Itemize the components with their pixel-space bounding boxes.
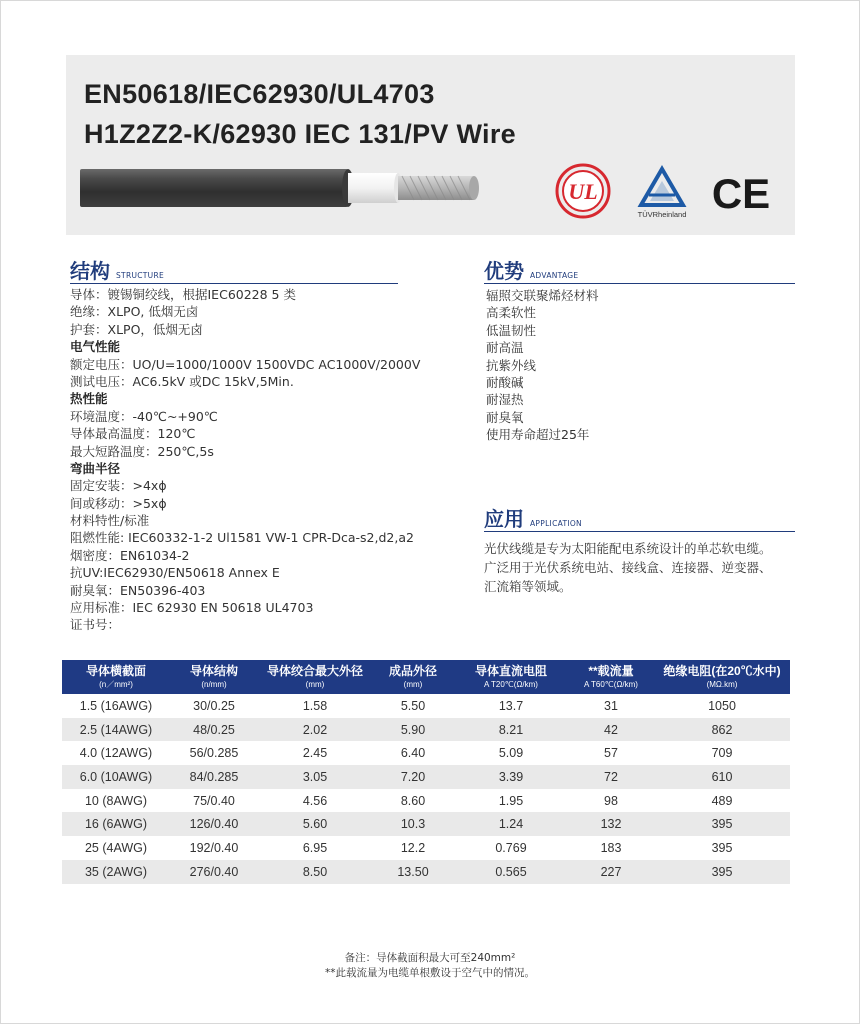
advantage-item: 耐臭氧	[486, 409, 524, 425]
table-header-cell	[170, 660, 258, 694]
table-cell: 6.0 (10AWG)	[62, 765, 170, 789]
advantage-heading-en: ADVANTAGE	[530, 271, 579, 280]
table-cell: 1050	[654, 694, 790, 718]
header-label: 成品外径	[388, 664, 437, 678]
footnote-current-capacity: **此载流量为电缆单根敷设于空气中的情况。	[325, 967, 535, 979]
table-cell: 3.05	[258, 765, 372, 789]
application-line: 光伏线缆是专为太阳能配电系统设计的单芯软电缆。	[484, 541, 772, 556]
table-cell: 10.3	[372, 812, 454, 836]
header-unit: (n/mm)	[201, 680, 227, 689]
ul-logo-text: UL	[568, 179, 598, 204]
application-heading	[484, 505, 795, 532]
advantage-item: 耐高温	[486, 340, 524, 356]
table-row	[62, 812, 790, 836]
table-cell: 276/0.40	[170, 860, 258, 884]
header-panel	[66, 55, 795, 235]
header-unit: A T20℃(Ω/km)	[484, 680, 538, 689]
ce-certification-logo	[709, 167, 773, 217]
structure-line: 耐臭氧：EN50396-403	[70, 582, 206, 598]
structure-line: 导体最高温度：120℃	[70, 426, 196, 442]
header-label: 导体直流电阻	[474, 664, 547, 678]
structure-line: 间或移动：>5xϕ	[70, 495, 167, 511]
table-cell: 183	[568, 836, 654, 860]
header-unit: A T60℃(Ω/km)	[584, 680, 638, 689]
structure-heading-en: STRUCTURE	[116, 271, 165, 280]
table-cell: 56/0.285	[170, 741, 258, 765]
header-label: 导体绞合最大外径	[266, 664, 363, 678]
application-heading-cn: 应用	[484, 507, 524, 531]
structure-subheading: 电气性能	[70, 339, 121, 355]
structure-line: 导体：镀锡铜绞线，根据IEC60228 5 类	[70, 287, 296, 302]
table-cell: 84/0.285	[170, 765, 258, 789]
table-cell: 7.20	[372, 765, 454, 789]
table-cell: 10 (8AWG)	[62, 789, 170, 813]
table-cell: 72	[568, 765, 654, 789]
table-row	[62, 741, 790, 765]
header-label: 绝缘电阻(在20℃水中)	[663, 664, 781, 678]
table-cell: 2.5 (14AWG)	[62, 718, 170, 742]
advantage-heading-cn: 优势	[484, 259, 524, 283]
advantage-list	[486, 287, 786, 444]
table-cell: 8.21	[454, 718, 568, 742]
footnote-cross-section: 备注：导体截面积最大可至240mm²	[344, 952, 516, 964]
structure-line: 测试电压：AC6.5kV 或DC 15kV,5Min.	[70, 373, 294, 389]
application-heading-en: APPLICATION	[530, 519, 582, 528]
structure-line: 护套：XLPO，低烟无卤	[70, 321, 203, 337]
title-model: H1Z2Z2-K/62930 IEC 131/PV Wire	[84, 119, 516, 149]
table-cell: 5.60	[258, 812, 372, 836]
table-cell: 8.60	[372, 789, 454, 813]
table-row	[62, 836, 790, 860]
table-cell: 0.769	[454, 836, 568, 860]
structure-subheading: 弯曲半径	[70, 460, 121, 476]
table-cell: 57	[568, 741, 654, 765]
application-text	[484, 539, 796, 596]
table-header-cell	[372, 660, 454, 694]
table-cell: 42	[568, 718, 654, 742]
structure-line: 材料特性/标准	[70, 513, 150, 529]
table-cell: 132	[568, 812, 654, 836]
ce-logo-text: CE	[711, 170, 771, 217]
table-cell: 3.39	[454, 765, 568, 789]
tuv-logo-text: TÜVRheinland	[637, 210, 687, 219]
structure-line: 固定安装：>4xϕ	[70, 478, 167, 494]
table-cell: 35 (2AWG)	[62, 860, 170, 884]
header-unit: (mm)	[403, 680, 423, 689]
spec-table	[62, 660, 790, 884]
table-cell: 2.45	[258, 741, 372, 765]
structure-line: 烟密度：EN61034-2	[70, 547, 190, 563]
advantage-item: 抗紫外线	[486, 357, 537, 373]
table-cell: 1.5 (16AWG)	[62, 694, 170, 718]
structure-list	[70, 286, 470, 634]
application-line: 汇流箱等领域。	[484, 579, 572, 594]
table-cell: 98	[568, 789, 654, 813]
table-cell: 0.565	[454, 860, 568, 884]
structure-heading	[70, 257, 398, 284]
structure-heading-cn: 结构	[70, 259, 110, 283]
header-label: **载流量	[588, 664, 634, 678]
header-unit: (MΩ.km)	[706, 680, 738, 689]
table-cell: 48/0.25	[170, 718, 258, 742]
table-cell: 192/0.40	[170, 836, 258, 860]
ul-certification-logo	[555, 163, 611, 219]
table-cell: 610	[654, 765, 790, 789]
table-cell: 30/0.25	[170, 694, 258, 718]
structure-line: 绝缘：XLPO, 低烟无卤	[70, 304, 199, 320]
table-cell: 5.90	[372, 718, 454, 742]
table-cell: 395	[654, 860, 790, 884]
header-label: 导体结构	[189, 664, 238, 678]
table-cell: 13.50	[372, 860, 454, 884]
table-cell: 5.50	[372, 694, 454, 718]
table-cell: 6.40	[372, 741, 454, 765]
table-cell: 395	[654, 836, 790, 860]
table-cell: 227	[568, 860, 654, 884]
structure-subheading: 热性能	[70, 391, 108, 407]
table-cell: 25 (4AWG)	[62, 836, 170, 860]
table-header-cell	[654, 660, 790, 694]
table-cell: 126/0.40	[170, 812, 258, 836]
table-header-row	[62, 660, 790, 694]
table-cell: 13.7	[454, 694, 568, 718]
table-cell: 4.0 (12AWG)	[62, 741, 170, 765]
structure-line: 抗UV:IEC62930/EN50618 Annex E	[70, 565, 280, 581]
table-row	[62, 694, 790, 718]
table-cell: 709	[654, 741, 790, 765]
structure-line: 应用标准：IEC 62930 EN 50618 UL4703	[70, 600, 314, 616]
table-cell: 395	[654, 812, 790, 836]
advantage-item: 高柔软性	[486, 305, 537, 321]
table-cell: 4.56	[258, 789, 372, 813]
table-row	[62, 860, 790, 884]
table-body	[62, 694, 790, 884]
advantage-item: 使用寿命超过25年	[486, 427, 590, 443]
table-cell: 1.24	[454, 812, 568, 836]
header-unit: (mm)	[305, 680, 325, 689]
advantage-heading	[484, 257, 795, 284]
table-cell: 6.95	[258, 836, 372, 860]
table-cell: 489	[654, 789, 790, 813]
header-unit: (n／mm²)	[99, 680, 133, 689]
table-header-cell	[568, 660, 654, 694]
table-cell: 75/0.40	[170, 789, 258, 813]
application-line: 广泛用于光伏系统电站、接线盒、连接器、逆变器、	[484, 560, 772, 575]
table-header-cell	[62, 660, 170, 694]
tuv-certification-logo	[631, 165, 693, 221]
table-cell: 5.09	[454, 741, 568, 765]
header-label: 导体横截面	[85, 664, 146, 678]
structure-line: 证书号：	[70, 617, 121, 633]
structure-line: 额定电压：UO/U=1000/1000V 1500VDC AC1000V/2000V	[70, 356, 421, 372]
table-cell: 2.02	[258, 718, 372, 742]
table-header-cell	[454, 660, 568, 694]
structure-line: 阻燃性能: IEC60332-1-2 Ul1581 VW-1 CPR-Dca-s2,d2,a2	[70, 530, 414, 546]
table-row	[62, 765, 790, 789]
structure-line: 最大短路温度：250℃,5s	[70, 443, 214, 459]
table-header-cell	[258, 660, 372, 694]
table-row	[62, 718, 790, 742]
table-cell: 862	[654, 718, 790, 742]
advantage-item: 辐照交联聚烯烃材料	[486, 288, 599, 303]
advantage-item: 耐湿热	[486, 392, 524, 408]
title-standards: EN50618/IEC62930/UL4703	[84, 79, 435, 109]
table-cell: 16 (6AWG)	[62, 812, 170, 836]
structure-line: 环境温度：-40℃~+90℃	[70, 408, 218, 424]
advantage-item: 低温韧性	[486, 322, 537, 338]
table-cell: 1.95	[454, 789, 568, 813]
table-cell: 31	[568, 694, 654, 718]
table-row	[62, 789, 790, 813]
table-cell: 12.2	[372, 836, 454, 860]
cable-image	[80, 167, 500, 209]
table-cell: 1.58	[258, 694, 372, 718]
advantage-item: 耐酸碱	[486, 374, 524, 390]
table-cell: 8.50	[258, 860, 372, 884]
